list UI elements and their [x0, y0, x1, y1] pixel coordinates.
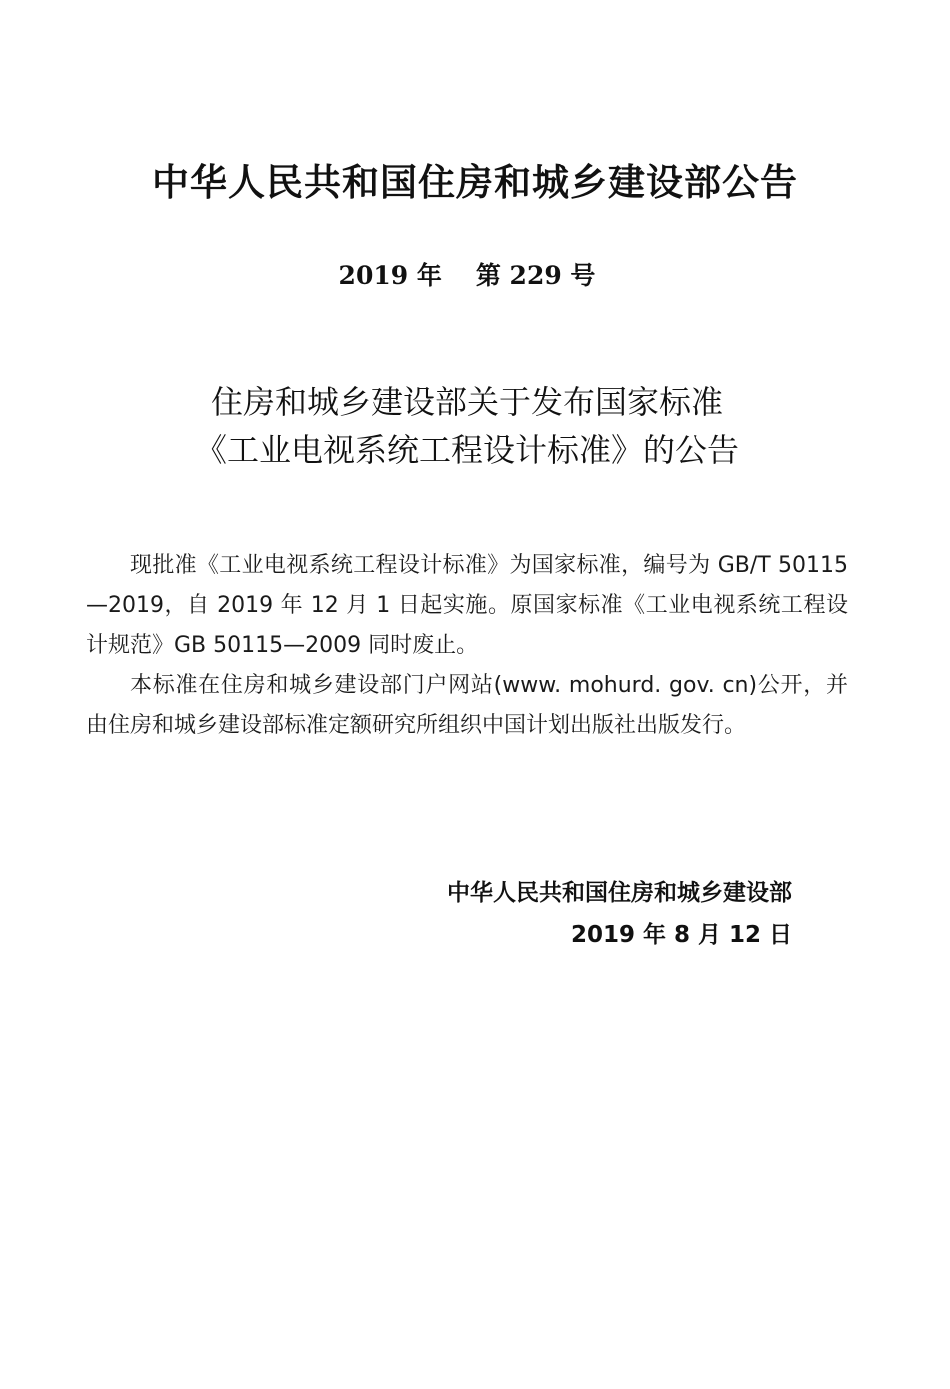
- announcement-header-title: 中华人民共和国住房和城乡建设部公告: [152, 161, 798, 204]
- body-paragraph-approval: 现批准《工业电视系统工程设计标准》为国家标准，编号为 GB/T 50115—2019，自 2019 年 12 月 1 日起实施。原国家标准《工业电视系统工程设计规范》GB 50115—2009 同时废止。: [86, 553, 848, 658]
- issue-date: 2019 年 8 月 12 日: [570, 922, 792, 948]
- issue-sequence-number: 第 229 号: [475, 261, 596, 290]
- issue-number: [0, 258, 934, 294]
- issue-year: 2019 年: [338, 261, 442, 290]
- issuer-name: 中华人民共和国住房和城乡建设部: [447, 880, 792, 906]
- body-paragraph-publication: 本标准在住房和城乡建设部门户网站(www. mohurd. gov. cn)公开，并由住房和城乡建设部标准定额研究所组织中国计划出版社出版发行。: [86, 673, 848, 738]
- announcement-subject: [0, 378, 934, 474]
- subject-line-2: 《工业电视系统工程设计标准》的公告: [194, 431, 739, 469]
- signature-block: [0, 872, 792, 956]
- announcement-body: [86, 546, 848, 746]
- subject-line-1: 住房和城乡建设部关于发布国家标准: [210, 383, 723, 421]
